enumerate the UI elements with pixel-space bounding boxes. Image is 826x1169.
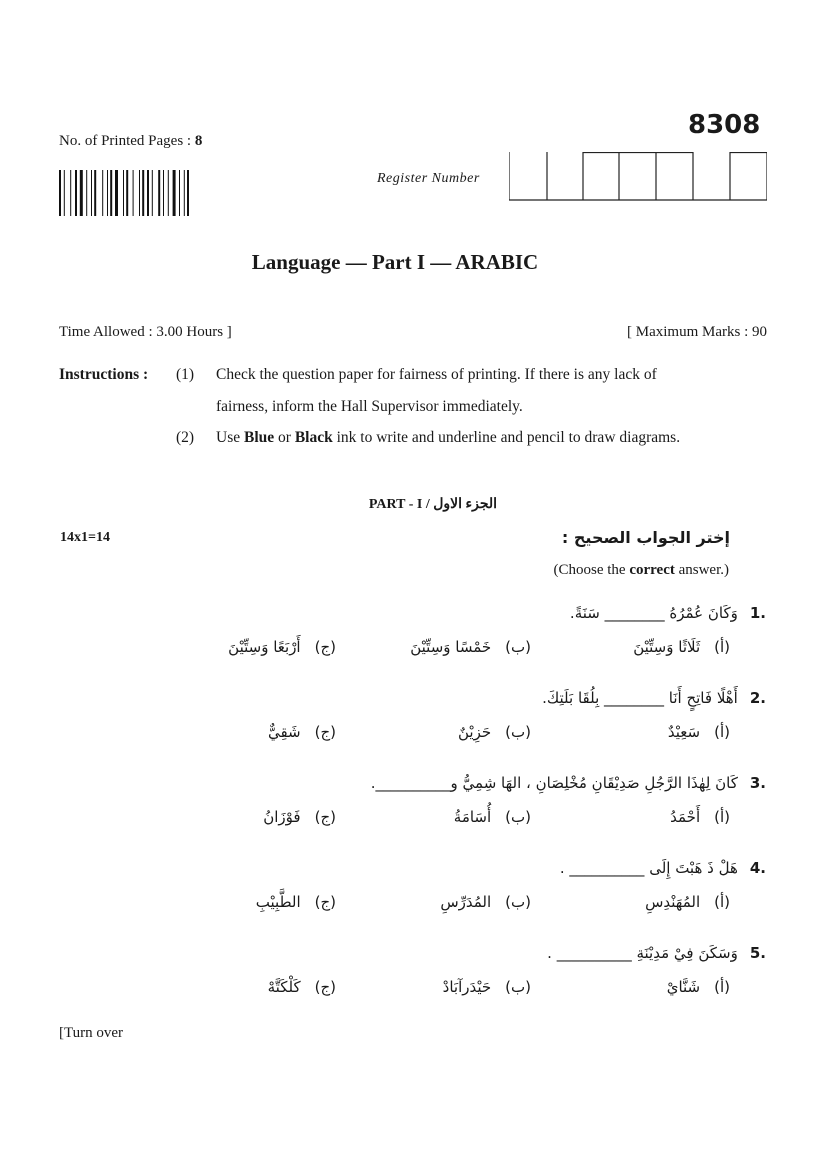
instruction-text: fairness, inform the Hall Supervisor immediately. [216,398,523,415]
question-number: .4 [749,859,766,877]
answer-option [458,723,531,741]
option-label: (أ) [714,808,730,826]
question-text: وَكَانَ عُمْرُهُ ________ سَنَةً. [569,604,738,622]
instruction-fragment: or [274,429,295,446]
option-text: الطَّبِيْبِ [255,893,301,911]
option-label: (ب) [505,723,531,741]
option-text: حَيْدَرآبَادْ [442,978,492,996]
option-text: سَعِيْدٌ [667,723,701,741]
question-number: .3 [749,774,766,792]
option-text: أَحْمَدُ [670,808,701,826]
register-number-label: Register Number [377,171,480,186]
option-text: المُهَنْدِسِ [645,893,701,911]
option-label: (ج) [314,808,336,826]
option-label: (ب) [505,893,531,911]
answer-option [670,808,730,826]
instruction-arabic: إختر الجواب الصحيح : [561,528,730,547]
instruction-fragment: Use [216,429,244,446]
instruction-fragment: ink to write and underline and pencil to draw diagrams. [332,429,681,446]
printed-pages-label: No. of Printed Pages : [59,133,192,149]
option-label: (أ) [714,978,730,996]
option-label: (ج) [314,893,336,911]
instruction-fragment: answer.) [674,562,729,578]
option-label: (ب) [505,978,531,996]
option-text: أَرْبَعًا وَسِتِّيْنَ [228,638,301,656]
turn-over: [Turn over [59,1025,124,1041]
option-text: شَنَّايْ [666,978,701,996]
instruction-bold: Blue [243,429,275,446]
option-label: (أ) [714,723,730,741]
answer-option [268,723,336,741]
option-label: (ج) [314,723,336,741]
option-text: كَلْكَتَّهْ [267,978,301,996]
option-label: (أ) [714,893,730,911]
option-text: فَوْزَانُ [263,808,301,826]
option-text: شَقِيٌّ [267,723,301,741]
instructions-label: Instructions : [59,366,149,383]
register-number-boxes[interactable] [509,152,767,201]
paper-code: 8308 [688,110,761,140]
option-text: حَزِيْنٌ [458,723,492,741]
printed-pages-value: 8 [194,133,203,149]
question [560,859,766,877]
option-text: ثَلَاثًا وَسِتِّيْنَ [633,638,701,656]
question-text: وَسَكَنَ فِيْ مَدِيْنَةِ __________ . [547,944,738,962]
section-marks: 14x1=14 [60,530,110,545]
instruction-fragment: (Choose the [553,562,630,578]
question-number: .1 [749,604,766,622]
answer-option [668,723,730,741]
instruction-bold: Black [294,429,333,446]
instruction-number: (2) [176,429,195,446]
option-text: المُدَرِّسِ [440,893,492,911]
exam-title: Language — Part I — ARABIC [251,250,539,274]
question [371,774,766,792]
answer-option [454,808,531,826]
instruction-number: (1) [176,366,195,383]
answer-option [268,978,336,996]
answer-option [443,978,531,996]
part-heading: PART - I / الجزء الاول [368,497,498,512]
question [547,944,766,962]
option-text: خَمْسًا وَسِتِّيْنَ [410,638,492,656]
option-label: (أ) [714,638,730,656]
option-text: أُسَامَةُ [453,808,492,826]
option-label: (ب) [505,808,531,826]
question [542,689,766,707]
option-label: (ج) [314,638,336,656]
time-allowed: Time Allowed : 3.00 Hours ] [59,324,232,340]
answer-option [228,638,336,656]
question-text: كَانَ لِهٰذَا الرَّجُلِ صَدِيْقَانِ مُخْلِصَانِ ، الهَا شِمِيُّ و__________. [370,774,738,792]
answer-option [440,893,531,911]
question-text: هَلْ ذَ هَبْتَ إِلَى __________ . [559,859,738,877]
answer-option [263,808,336,826]
instruction-english [554,562,730,579]
answer-option [667,978,730,996]
option-label: (ب) [505,638,531,656]
question-text: أَهْلًا فَاتِحٍ أَنَا ________ بِلُقَا بَلَتِكَ. [542,689,738,707]
answer-option [256,893,336,911]
answer-option [410,638,531,656]
answer-option [645,893,730,911]
instruction-text [216,429,768,447]
barcode-icon [59,170,223,216]
answer-option [633,638,730,656]
instruction-text: Check the question paper for fairness of printing. If there is any lack of [216,366,657,383]
question-number: .5 [749,944,766,962]
option-label: (ج) [314,978,336,996]
question [570,604,766,622]
question-number: .2 [749,689,766,707]
printed-pages [59,133,202,150]
instruction-bold: correct [629,562,675,578]
maximum-marks: [ Maximum Marks : 90 [627,324,767,340]
